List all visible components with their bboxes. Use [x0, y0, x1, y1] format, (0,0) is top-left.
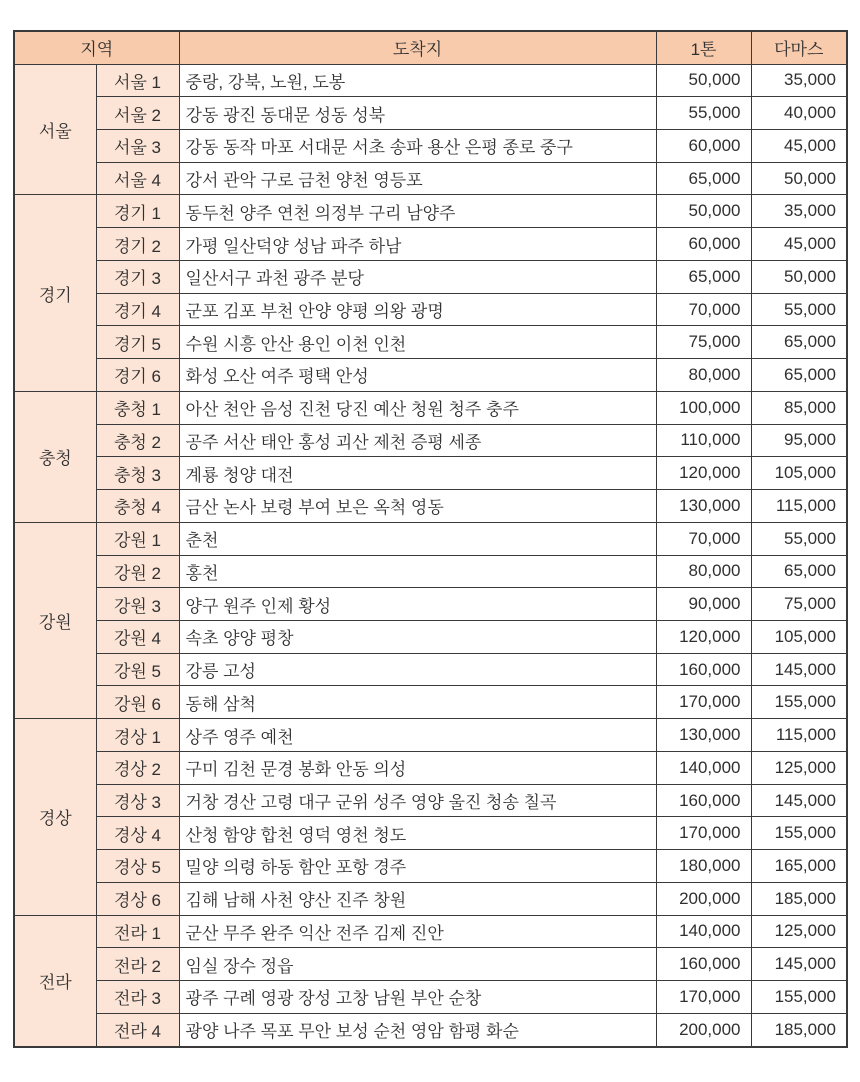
table-row [14, 850, 847, 883]
price-1ton-cell: 170,000 [656, 686, 751, 719]
destination-cell: 상주 영주 예천 [179, 719, 656, 752]
table-row [14, 784, 847, 817]
price-damas-cell: 125,000 [751, 915, 847, 948]
subregion-label-cell: 서울 4 [96, 162, 179, 195]
subregion-label-cell: 서울 2 [96, 97, 179, 130]
destination-cell: 동해 삼척 [179, 686, 656, 719]
price-1ton-cell: 110,000 [656, 424, 751, 457]
price-damas-cell: 145,000 [751, 784, 847, 817]
region-group-cell: 경기 [14, 195, 96, 391]
destination-cell: 양구 원주 인제 황성 [179, 588, 656, 621]
destination-cell: 광주 구례 영광 장성 고창 남원 부안 순창 [179, 981, 656, 1014]
price-damas-cell: 50,000 [751, 162, 847, 195]
subregion-label-cell: 강원 3 [96, 588, 179, 621]
price-damas-cell: 85,000 [751, 391, 847, 424]
subregion-label-cell: 경상 3 [96, 784, 179, 817]
subregion-label-cell: 전라 4 [96, 1013, 179, 1047]
table-row [14, 1013, 847, 1047]
table-row [14, 97, 847, 130]
destination-cell: 강릉 고성 [179, 653, 656, 686]
table-row [14, 490, 847, 523]
table-row [14, 522, 847, 555]
price-damas-cell: 145,000 [751, 948, 847, 981]
destination-cell: 속초 양양 평창 [179, 620, 656, 653]
destination-cell: 일산서구 과천 광주 분당 [179, 260, 656, 293]
destination-cell: 밀양 의령 하동 함안 포항 경주 [179, 850, 656, 883]
price-damas-cell: 155,000 [751, 981, 847, 1014]
price-damas-cell: 50,000 [751, 260, 847, 293]
destination-cell: 광양 나주 목포 무안 보성 순천 영암 함평 화순 [179, 1013, 656, 1047]
price-1ton-cell: 130,000 [656, 719, 751, 752]
subregion-label-cell: 강원 6 [96, 686, 179, 719]
table-row [14, 457, 847, 490]
table-row [14, 326, 847, 359]
subregion-label-cell: 강원 5 [96, 653, 179, 686]
price-damas-cell: 45,000 [751, 228, 847, 261]
table-row [14, 359, 847, 392]
subregion-label-cell: 강원 4 [96, 620, 179, 653]
price-damas-cell: 65,000 [751, 326, 847, 359]
price-1ton-cell: 100,000 [656, 391, 751, 424]
subregion-label-cell: 강원 1 [96, 522, 179, 555]
price-1ton-cell: 75,000 [656, 326, 751, 359]
price-damas-cell: 105,000 [751, 620, 847, 653]
table-row [14, 424, 847, 457]
subregion-label-cell: 전라 2 [96, 948, 179, 981]
price-damas-cell: 155,000 [751, 686, 847, 719]
table-row [14, 293, 847, 326]
price-damas-cell: 75,000 [751, 588, 847, 621]
table-row [14, 162, 847, 195]
region-group-cell: 강원 [14, 522, 96, 718]
price-1ton-cell: 80,000 [656, 555, 751, 588]
subregion-label-cell: 경상 4 [96, 817, 179, 850]
destination-cell: 김해 남해 사천 양산 진주 창원 [179, 882, 656, 915]
price-1ton-cell: 200,000 [656, 1013, 751, 1047]
table-row [14, 228, 847, 261]
price-1ton-cell: 70,000 [656, 293, 751, 326]
destination-cell: 강동 동작 마포 서대문 서초 송파 용산 은평 종로 중구 [179, 129, 656, 162]
table-row [14, 981, 847, 1014]
price-1ton-cell: 130,000 [656, 490, 751, 523]
table-row [14, 882, 847, 915]
subregion-label-cell: 경기 1 [96, 195, 179, 228]
table-header [14, 31, 847, 64]
subregion-label-cell: 강원 2 [96, 555, 179, 588]
region-group-cell: 서울 [14, 64, 96, 195]
table-row [14, 588, 847, 621]
table-row [14, 948, 847, 981]
col-header-region: 지역 [14, 31, 179, 64]
price-1ton-cell: 160,000 [656, 784, 751, 817]
price-1ton-cell: 60,000 [656, 228, 751, 261]
subregion-label-cell: 충청 3 [96, 457, 179, 490]
destination-cell: 계룡 청양 대전 [179, 457, 656, 490]
region-group-cell: 경상 [14, 719, 96, 915]
destination-cell: 가평 일산덕양 성남 파주 하남 [179, 228, 656, 261]
destination-cell: 공주 서산 태안 홍성 괴산 제천 증평 세종 [179, 424, 656, 457]
price-1ton-cell: 50,000 [656, 64, 751, 97]
price-damas-cell: 35,000 [751, 195, 847, 228]
price-1ton-cell: 80,000 [656, 359, 751, 392]
destination-cell: 금산 논사 보령 부여 보은 옥척 영동 [179, 490, 656, 523]
subregion-label-cell: 경상 6 [96, 882, 179, 915]
price-damas-cell: 165,000 [751, 850, 847, 883]
price-damas-cell: 55,000 [751, 522, 847, 555]
table-row [14, 64, 847, 97]
table-row [14, 129, 847, 162]
destination-cell: 홍천 [179, 555, 656, 588]
col-header-destination: 도착지 [179, 31, 656, 64]
price-damas-cell: 125,000 [751, 751, 847, 784]
shipping-price-table [13, 30, 848, 1048]
price-1ton-cell: 170,000 [656, 981, 751, 1014]
subregion-label-cell: 경기 6 [96, 359, 179, 392]
price-1ton-cell: 60,000 [656, 129, 751, 162]
subregion-label-cell: 경기 4 [96, 293, 179, 326]
price-1ton-cell: 180,000 [656, 850, 751, 883]
subregion-label-cell: 경기 3 [96, 260, 179, 293]
price-1ton-cell: 120,000 [656, 457, 751, 490]
region-group-cell: 충청 [14, 391, 96, 522]
subregion-label-cell: 전라 3 [96, 981, 179, 1014]
destination-cell: 강서 관악 구로 금천 양천 영등포 [179, 162, 656, 195]
destination-cell: 임실 장수 정읍 [179, 948, 656, 981]
price-1ton-cell: 55,000 [656, 97, 751, 130]
table-row [14, 653, 847, 686]
destination-cell: 군포 김포 부천 안양 양평 의왕 광명 [179, 293, 656, 326]
price-1ton-cell: 160,000 [656, 948, 751, 981]
destination-cell: 구미 김천 문경 봉화 안동 의성 [179, 751, 656, 784]
price-1ton-cell: 70,000 [656, 522, 751, 555]
table-row [14, 555, 847, 588]
destination-cell: 동두천 양주 연천 의정부 구리 남양주 [179, 195, 656, 228]
price-damas-cell: 115,000 [751, 490, 847, 523]
destination-cell: 수원 시흥 안산 용인 이천 인천 [179, 326, 656, 359]
price-damas-cell: 55,000 [751, 293, 847, 326]
table-row [14, 391, 847, 424]
table-row [14, 260, 847, 293]
table-row [14, 195, 847, 228]
subregion-label-cell: 경상 2 [96, 751, 179, 784]
table-row [14, 817, 847, 850]
destination-cell: 산청 함양 합천 영덕 영천 청도 [179, 817, 656, 850]
price-table-body [14, 64, 847, 1047]
price-1ton-cell: 140,000 [656, 915, 751, 948]
destination-cell: 화성 오산 여주 평택 안성 [179, 359, 656, 392]
subregion-label-cell: 충청 2 [96, 424, 179, 457]
price-1ton-cell: 50,000 [656, 195, 751, 228]
subregion-label-cell: 경상 1 [96, 719, 179, 752]
table-row [14, 751, 847, 784]
region-group-cell: 전라 [14, 915, 96, 1047]
subregion-label-cell: 경상 5 [96, 850, 179, 883]
price-damas-cell: 65,000 [751, 555, 847, 588]
subregion-label-cell: 경기 5 [96, 326, 179, 359]
price-damas-cell: 115,000 [751, 719, 847, 752]
price-damas-cell: 65,000 [751, 359, 847, 392]
table-row [14, 719, 847, 752]
table-row [14, 620, 847, 653]
destination-cell: 중랑, 강북, 노원, 도봉 [179, 64, 656, 97]
destination-cell: 춘천 [179, 522, 656, 555]
destination-cell: 거창 경산 고령 대구 군위 성주 영양 울진 청송 칠곡 [179, 784, 656, 817]
subregion-label-cell: 충청 1 [96, 391, 179, 424]
price-damas-cell: 155,000 [751, 817, 847, 850]
price-1ton-cell: 90,000 [656, 588, 751, 621]
price-damas-cell: 105,000 [751, 457, 847, 490]
subregion-label-cell: 경기 2 [96, 228, 179, 261]
subregion-label-cell: 전라 1 [96, 915, 179, 948]
table-row [14, 915, 847, 948]
price-damas-cell: 35,000 [751, 64, 847, 97]
destination-cell: 군산 무주 완주 익산 전주 김제 진안 [179, 915, 656, 948]
col-header-1ton: 1톤 [656, 31, 751, 64]
header-row [14, 31, 847, 64]
price-1ton-cell: 160,000 [656, 653, 751, 686]
price-damas-cell: 95,000 [751, 424, 847, 457]
destination-cell: 강동 광진 동대문 성동 성북 [179, 97, 656, 130]
subregion-label-cell: 서울 3 [96, 129, 179, 162]
price-1ton-cell: 65,000 [656, 260, 751, 293]
price-damas-cell: 185,000 [751, 1013, 847, 1047]
price-1ton-cell: 140,000 [656, 751, 751, 784]
destination-cell: 아산 천안 음성 진천 당진 예산 청원 청주 충주 [179, 391, 656, 424]
price-1ton-cell: 65,000 [656, 162, 751, 195]
price-damas-cell: 40,000 [751, 97, 847, 130]
price-damas-cell: 185,000 [751, 882, 847, 915]
price-damas-cell: 145,000 [751, 653, 847, 686]
price-damas-cell: 45,000 [751, 129, 847, 162]
price-1ton-cell: 170,000 [656, 817, 751, 850]
table-row [14, 686, 847, 719]
subregion-label-cell: 서울 1 [96, 64, 179, 97]
price-1ton-cell: 120,000 [656, 620, 751, 653]
subregion-label-cell: 충청 4 [96, 490, 179, 523]
col-header-damas: 다마스 [751, 31, 847, 64]
price-1ton-cell: 200,000 [656, 882, 751, 915]
